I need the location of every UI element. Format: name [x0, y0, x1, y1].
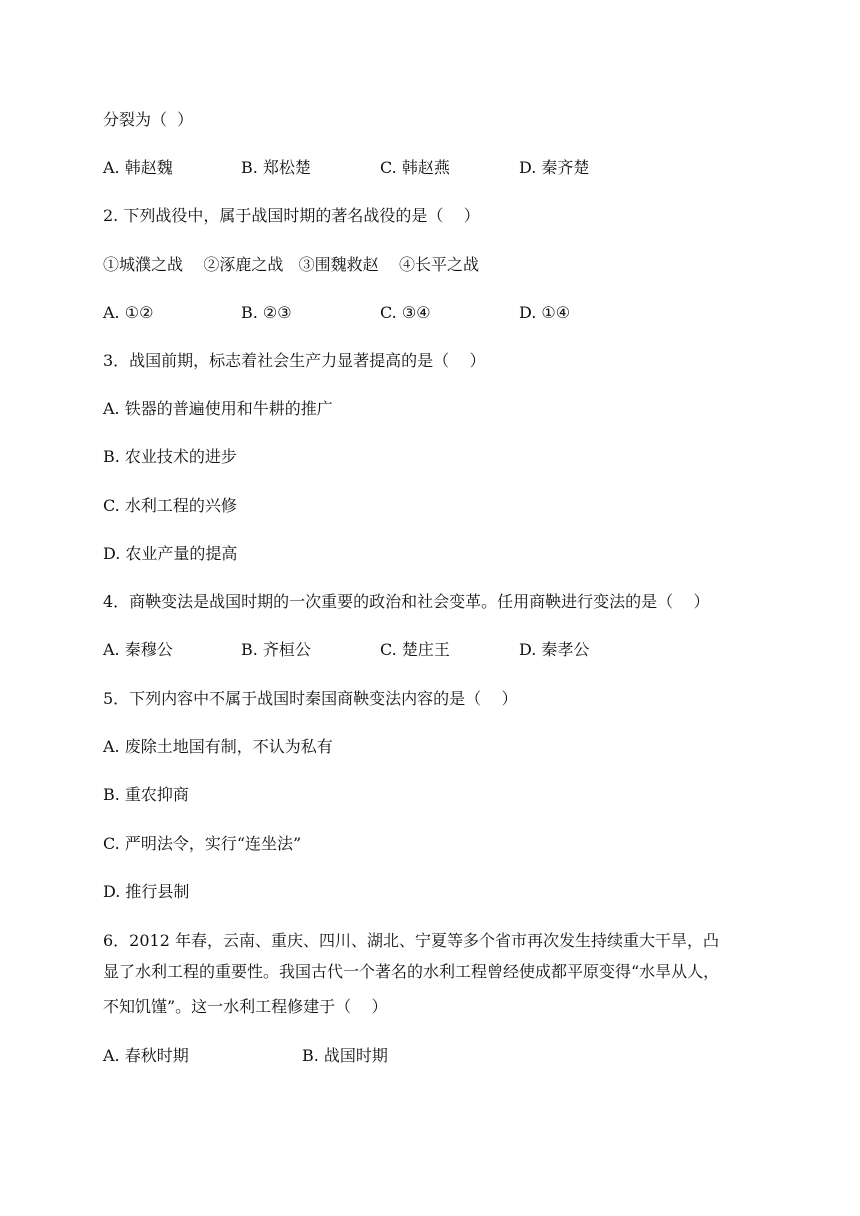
- q6-option-a: A. 春秋时期: [103, 1046, 189, 1065]
- question-3-stem: 3．战国前期，标志着社会生产力显著提高的是（ ）: [103, 351, 486, 370]
- q4-option-a: A. 秦穆公: [103, 640, 173, 659]
- q3-option-d: D. 农业产量的提高: [103, 544, 238, 563]
- question-2-items: ①城濮之战 ②涿鹿之战 ③围魏救赵 ④长平之战: [103, 255, 479, 274]
- q3-option-c: C. 水利工程的兴修: [103, 496, 237, 515]
- q5-option-b: B. 重农抑商: [103, 785, 189, 804]
- q2-option-d: D. ①④: [519, 303, 571, 322]
- q5-option-c: C. 严明法令，实行“连坐法”: [103, 834, 302, 853]
- q3-option-a: A. 铁器的普遍使用和牛耕的推广: [103, 399, 333, 418]
- question-2-stem: 2. 下列战役中，属于战国时期的著名战役的是（ ）: [103, 206, 480, 225]
- q4-option-c: C. 楚庄王: [380, 640, 450, 659]
- question-5-stem: 5．下列内容中不属于战国时秦国商鞅变法内容的是（ ）: [103, 689, 518, 708]
- q1-option-b: B. 郑松楚: [241, 158, 311, 177]
- q3-option-b: B. 农业技术的进步: [103, 447, 237, 466]
- question-4-stem: 4．商鞅变法是战国时期的一次重要的政治和社会变革。任用商鞅进行变法的是（ ）: [103, 592, 710, 611]
- q1-option-a: A. 韩赵魏: [103, 158, 173, 177]
- question-1-stem-tail: 分裂为（ ）: [103, 110, 194, 129]
- q5-option-a: A. 废除土地国有制，不认为私有: [103, 737, 333, 756]
- q5-option-d: D. 推行县制: [103, 882, 190, 901]
- question-6-stem-line-1: 6．2012 年春，云南、重庆、四川、湖北、宁夏等多个省市再次发生持续重大干旱，凸: [103, 931, 719, 950]
- q1-option-c: C. 韩赵燕: [380, 158, 450, 177]
- q6-option-b: B. 战国时期: [302, 1046, 388, 1065]
- q1-option-d: D. 秦齐楚: [519, 158, 590, 177]
- q2-option-b: B. ②③: [241, 303, 292, 322]
- question-6-stem-line-3: 不知饥馑”。这一水利工程修建于（ ）: [103, 997, 388, 1016]
- q2-option-a: A. ①②: [103, 303, 154, 322]
- question-6-stem-line-2: 显了水利工程的重要性。我国古代一个著名的水利工程曾经使成都平原变得“水旱从人，: [103, 962, 720, 981]
- q4-option-b: B. 齐桓公: [241, 640, 311, 659]
- q4-option-d: D. 秦孝公: [519, 640, 590, 659]
- q2-option-c: C. ③④: [380, 303, 431, 322]
